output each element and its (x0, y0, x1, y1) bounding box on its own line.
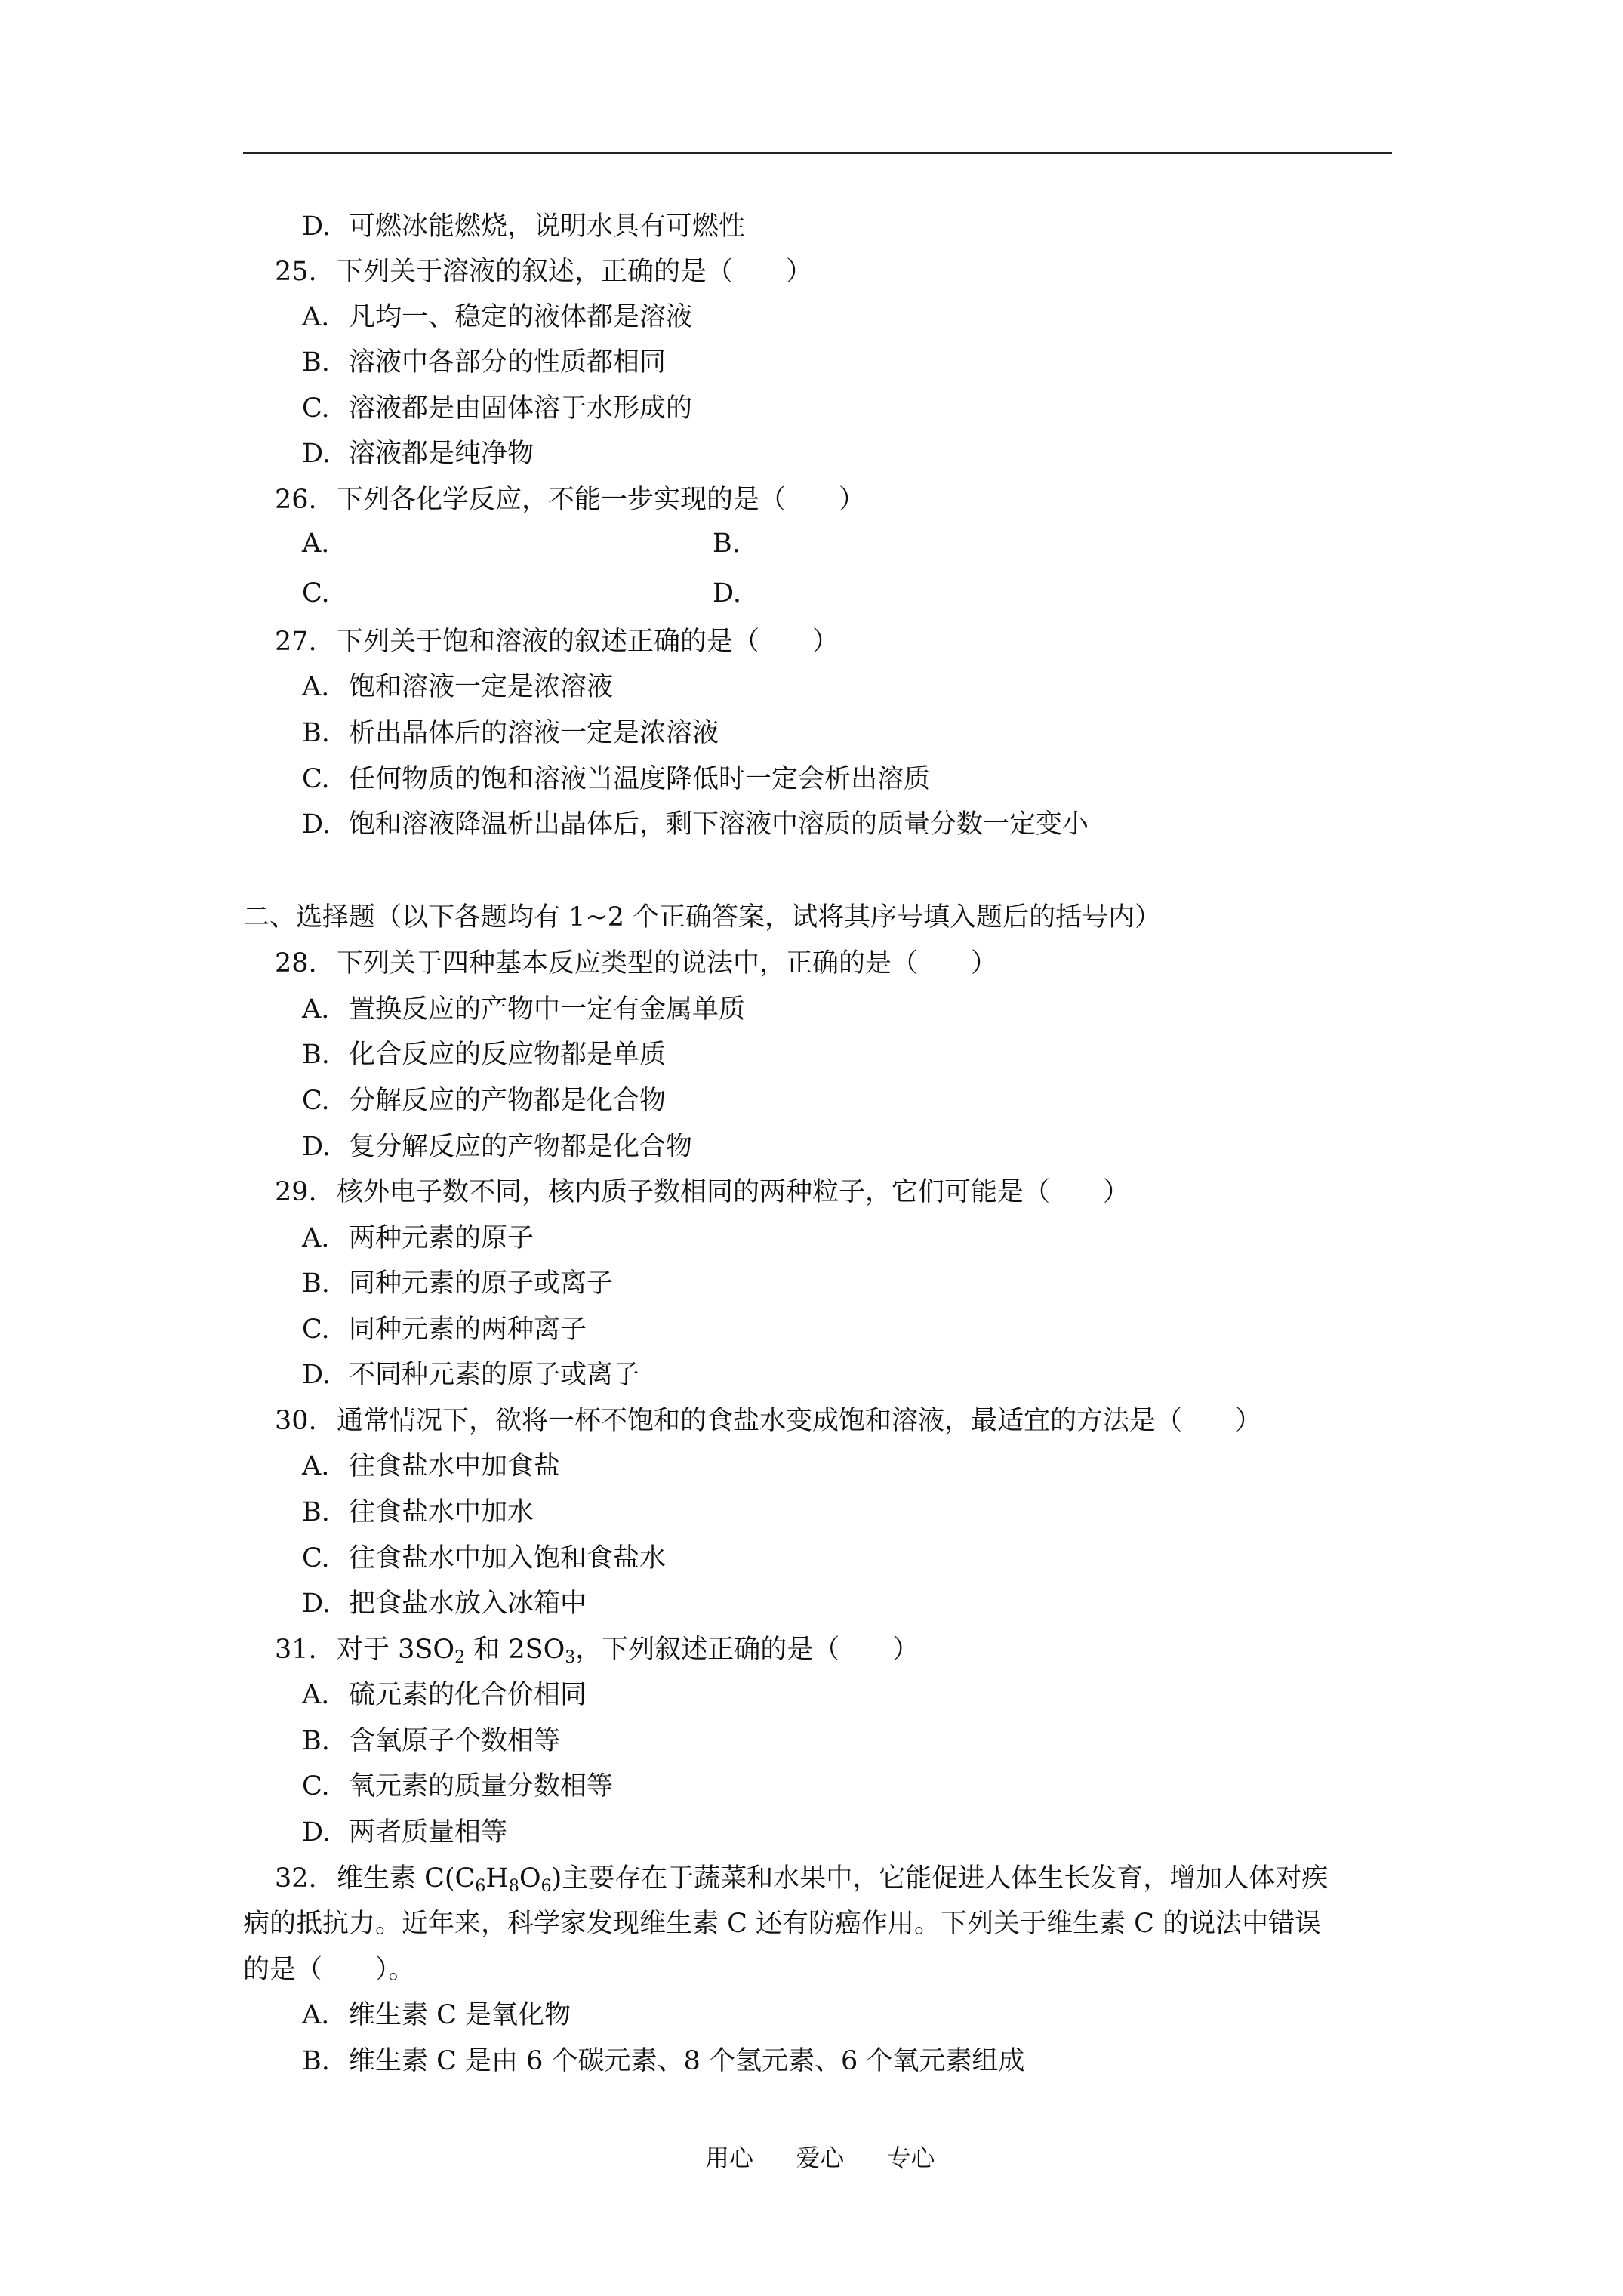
q25-option-b: B. 溶液中各部分的性质都相同 (302, 347, 667, 378)
question-32-line-3: 的是（ ）。 (243, 1955, 415, 1985)
question-31: 31. 对于 $3SO_2$ 和 $2SO_3$，下列叙述正确的是（ ） (275, 1635, 919, 1667)
q30-option-a: A. 往食盐水中加食盐 (302, 1451, 561, 1481)
question-30: 30. 通常情况下，欲将一杯不饱和的食盐水变成饱和溶液，最适宜的方法是（ ） (275, 1406, 1262, 1436)
q26-option-a: A. (302, 529, 330, 559)
question-32-line-2: 病的抵抗力。近年来，科学家发现维生素 C 还有防癌作用。下列关于维生素 C 的说法中错误 (243, 1909, 1322, 1939)
section-2-heading: 二、选择题（以下各题均有 1~2 个正确答案，试将其序号填入题后的括号内） (243, 902, 1162, 932)
q25-option-c: C. 溶液都是由固体溶于水形成的 (302, 393, 693, 424)
question-32: 32. 维生素 $C(C_6H_8O_6)$主要存在于蔬菜和水果中，它能促进人体生长发育，增加人体对疾 (275, 1863, 1329, 1896)
q30-option-c: C. 往食盐水中加入饱和食盐水 (302, 1543, 667, 1573)
q27-option-d: D. 饱和溶液降温析出晶体后，剩下溶液中溶质的质量分数一定变小 (302, 809, 1089, 840)
q28-option-a: A. 置换反应的产物中一定有金属单质 (302, 994, 746, 1025)
q31-option-b: B. 含氧原子个数相等 (302, 1726, 561, 1756)
q26-option-b: B. (713, 529, 741, 559)
page-footer (705, 2143, 969, 2173)
header-rule (243, 152, 1392, 154)
q27-option-c: C. 任何物质的饱和溶液当温度降低时一定会析出溶质 (302, 764, 931, 794)
q27-option-a: A. 饱和溶液一定是浓溶液 (302, 672, 614, 702)
q26-option-c: C. (302, 578, 330, 609)
q32-option-a: A. 维生素 C 是氧化物 (302, 2000, 571, 2030)
question-29: 29. 核外电子数不同，核内质子数相同的两种粒子，它们可能是（ ） (275, 1177, 1130, 1207)
question-25: 25. 下列关于溶液的叙述，正确的是（ ） (275, 257, 813, 287)
q30-option-b: B. 往食盐水中加水 (302, 1497, 534, 1527)
q29-option-b: B. 同种元素的原子或离子 (302, 1268, 614, 1299)
q26-option-d: D. (713, 578, 741, 609)
q27-option-b: B. 析出晶体后的溶液一定是浓溶液 (302, 718, 719, 748)
q29-option-a: A. 两种元素的原子 (302, 1223, 534, 1253)
q28-option-b: B. 化合反应的反应物都是单质 (302, 1040, 667, 1070)
q25-option-d: D. 溶液都是纯净物 (302, 439, 534, 469)
footer-item: 用心 (705, 2143, 754, 2172)
footer-item: 爱心 (796, 2143, 845, 2172)
q28-option-d: D. 复分解反应的产物都是化合物 (302, 1132, 693, 1162)
q28-option-c: C. 分解反应的产物都是化合物 (302, 1086, 667, 1116)
q31-option-d: D. 两者质量相等 (302, 1817, 508, 1848)
q30-option-d: D. 把食盐水放入冰箱中 (302, 1589, 587, 1619)
q29-option-c: C. 同种元素的两种离子 (302, 1314, 587, 1345)
q32-option-b: B. 维生素 C 是由 6 个碳元素、8 个氢元素、6 个氧元素组成 (302, 2046, 1025, 2076)
question-28: 28. 下列关于四种基本反应类型的说法中，正确的是（ ） (275, 948, 998, 978)
q29-option-d: D. 不同种元素的原子或离子 (302, 1360, 640, 1390)
question-26: 26. 下列各化学反应，不能一步实现的是（ ） (275, 485, 866, 515)
question-27: 27. 下列关于饱和溶液的叙述正确的是（ ） (275, 627, 839, 657)
q31-option-a: A. 硫元素的化合价相同 (302, 1680, 587, 1710)
footer-item: 专心 (886, 2143, 935, 2172)
q31-option-c: C. 氧元素的质量分数相等 (302, 1771, 614, 1801)
q24-option-d: D. 可燃冰能燃烧，说明水具有可燃性 (302, 211, 746, 242)
q25-option-a: A. 凡均一、稳定的液体都是溶液 (302, 302, 693, 332)
